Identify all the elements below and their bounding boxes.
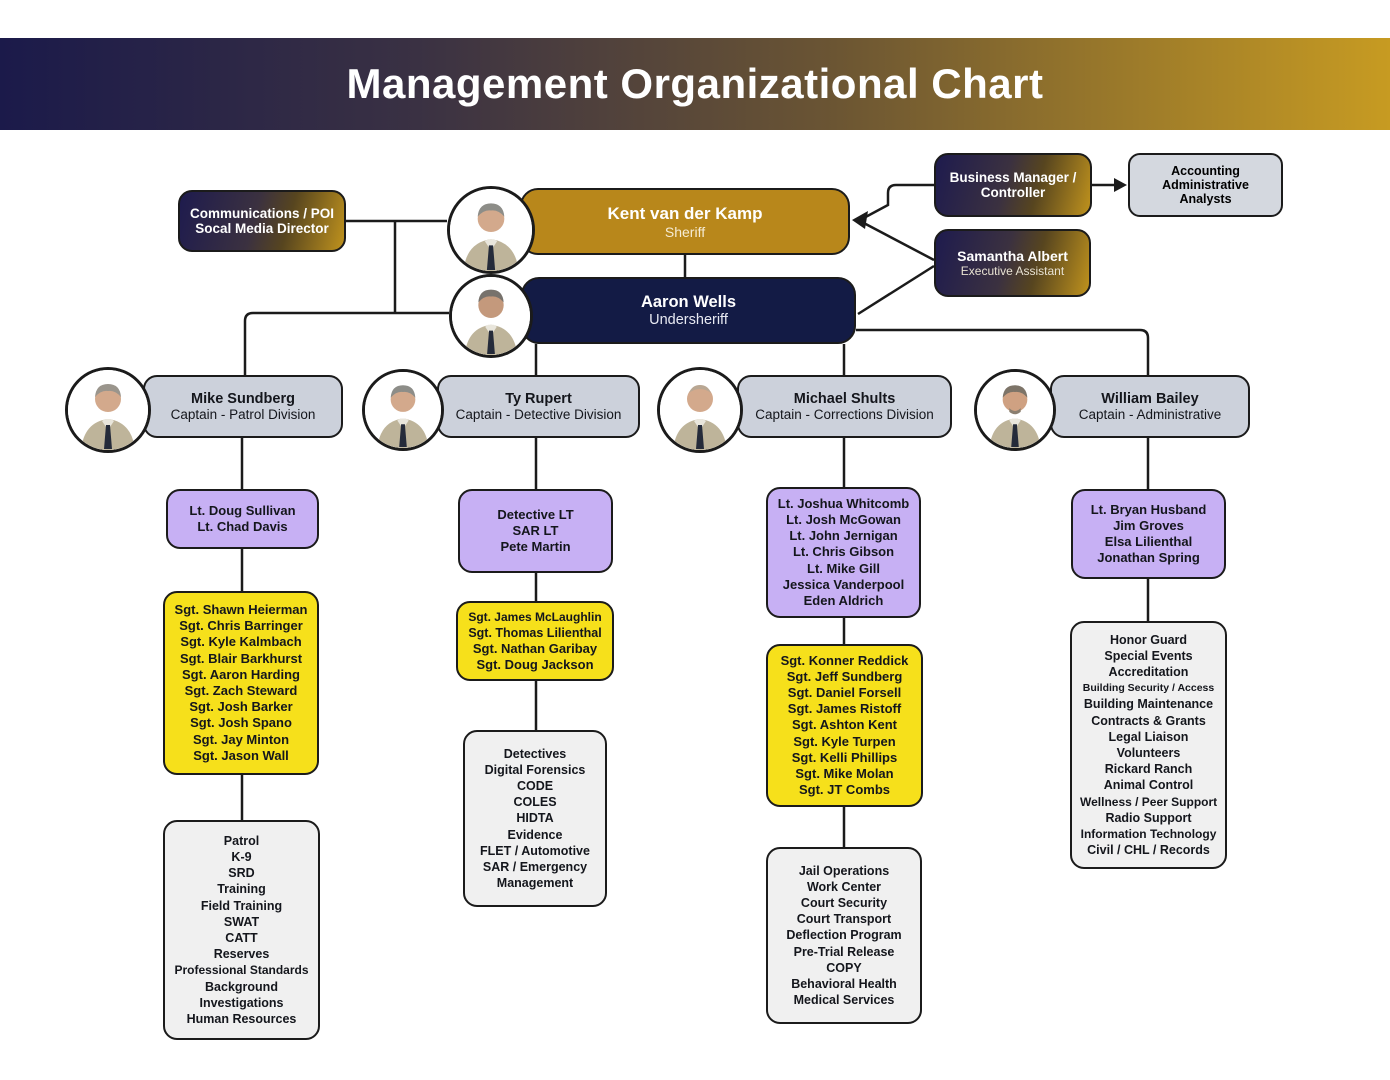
list-item: Medical Services (793, 993, 895, 1008)
list-item: Sgt. JT Combs (798, 782, 890, 798)
communications-line2: Socal Media Director (195, 221, 329, 236)
undersheriff-title: Undersheriff (649, 312, 728, 328)
list-item: Jim Groves (1113, 517, 1184, 533)
list-item: Lt. Josh McGowan (786, 511, 901, 527)
list-item: Detectives (503, 746, 567, 761)
captain-corrections-photo (657, 367, 743, 453)
list-item: SAR LT (512, 522, 559, 538)
list-item: Lt. Joshua Whitcomb (777, 495, 910, 511)
list-item: Court Security (800, 895, 888, 910)
list-item: Sgt. Jay Minton (192, 731, 290, 747)
list-item: Court Transport (796, 912, 892, 927)
list-item: Sgt. Jeff Sundberg (786, 668, 903, 684)
accounting-line1: Accounting (1171, 164, 1240, 178)
list-item: Special Events (1104, 648, 1193, 663)
undersheriff-photo (449, 274, 533, 358)
list-item: Reserves (213, 947, 270, 962)
sheriff-box (520, 188, 850, 255)
list-item: Accreditation (1108, 664, 1189, 679)
list-item: Sgt. Thomas Lilienthal (468, 625, 602, 640)
list-item: Sgt. Blair Barkhurst (179, 650, 303, 666)
list-item: SAR / Emergency Management (482, 860, 588, 891)
business-manager-box (934, 153, 1092, 217)
captain-administrative-title: Captain - Administrative (1078, 407, 1222, 422)
captain-administrative-box (1050, 375, 1250, 438)
list-item: HIDTA (516, 811, 554, 826)
list-item: Volunteers (1116, 746, 1181, 760)
list-item: Sgt. Mike Molan (795, 766, 894, 781)
list-item: COLES (513, 795, 557, 810)
list-item: Sgt. Kelli Phillips (791, 749, 898, 765)
detective-sergeants-box (456, 601, 614, 681)
list-item: CATT (225, 931, 258, 945)
list-item: Detective LT (497, 506, 574, 522)
list-item: Pre-Trial Release (793, 944, 895, 959)
list-item: Sgt. James McLaughlin (468, 609, 602, 624)
list-item: Legal Liaison (1108, 729, 1189, 744)
list-item: Eden Aldrich (803, 593, 884, 608)
executive-assistant-title: Executive Assistant (960, 264, 1065, 278)
sheriff-name: Kent van der Kamp (607, 203, 763, 223)
list-item: Deflection Program (786, 928, 902, 943)
list-item: K-9 (231, 849, 252, 864)
list-item: Field Training (200, 898, 283, 913)
list-item: Wellness / Peer Support (1080, 794, 1218, 809)
arrowhead-to-sheriff (852, 211, 868, 229)
corrections-lieutenants-box (766, 487, 921, 618)
corrections-sergeants-box (766, 644, 923, 807)
accounting-line2: Administrative Analysts (1162, 178, 1249, 206)
detective-units-box (463, 730, 607, 907)
list-item: Behavioral Health (791, 977, 897, 991)
list-item: Civil / CHL / Records (1087, 843, 1210, 858)
list-item: Sgt. Jason Wall (193, 747, 289, 763)
captain-detective-name: Ty Rupert (505, 391, 572, 407)
list-item: Human Resources (186, 1012, 297, 1027)
list-item: Sgt. Josh Barker (189, 699, 293, 715)
corrections-units-box (766, 847, 922, 1024)
undersheriff-name: Aaron Wells (640, 293, 737, 311)
captain-corrections-box (737, 375, 952, 438)
administrative-units-box (1070, 621, 1227, 869)
list-item: Building Maintenance (1083, 697, 1214, 712)
list-item: Rickard Ranch (1104, 762, 1193, 777)
patrol-sergeants-box (163, 591, 319, 775)
captain-detective-box (437, 375, 640, 438)
undersheriff-box (521, 277, 856, 344)
list-item: Information Technology (1080, 827, 1217, 842)
list-item: Pete Martin (500, 539, 571, 555)
list-item: Jonathan Spring (1097, 550, 1200, 566)
captain-patrol-photo (65, 367, 151, 453)
list-item: Elsa Lilienthal (1104, 534, 1193, 549)
list-item: Building Security / Access (1082, 682, 1215, 695)
list-item: Professional Standards (174, 963, 309, 978)
list-item: Sgt. Daniel Forsell (787, 684, 902, 700)
list-item: Sgt. Zach Steward (184, 683, 298, 698)
list-item: Animal Control (1103, 778, 1194, 793)
list-item: Sgt. Konner Reddick (780, 652, 909, 668)
list-item: SWAT (223, 914, 260, 929)
list-item: Investigations (199, 995, 284, 1010)
list-item: Sgt. Shawn Heierman (174, 601, 308, 617)
captain-corrections-name: Michael Shults (793, 391, 896, 407)
list-item: CODE (516, 778, 554, 793)
list-item: Sgt. Aaron Harding (182, 666, 300, 682)
communications-box (178, 190, 346, 252)
list-item: Lt. Doug Sullivan (189, 502, 296, 518)
list-item: Work Center (806, 879, 882, 894)
executive-assistant-name: Samantha Albert (957, 248, 1068, 264)
detective-lieutenants-box (458, 489, 613, 573)
accounting-box (1128, 153, 1283, 217)
sheriff-title: Sheriff (664, 223, 706, 240)
arrowhead-to-accounting (1114, 178, 1127, 192)
list-item: Sgt. Chris Barringer (179, 618, 303, 634)
sheriff-photo (447, 186, 535, 274)
captain-administrative-photo (974, 369, 1056, 451)
list-item: Sgt. Ashton Kent (792, 717, 897, 733)
list-item: Contracts & Grants (1091, 713, 1206, 728)
list-item: Digital Forensics (484, 762, 586, 777)
list-item: Lt. Chris Gibson (792, 544, 895, 560)
business-manager-line2: Controller (980, 185, 1046, 200)
list-item: Jail Operations (798, 863, 890, 878)
list-item: Sgt. James Ristoff (787, 701, 902, 717)
captain-patrol-name: Mike Sundberg (191, 391, 295, 407)
list-item: SRD (228, 866, 255, 881)
patrol-units-box (163, 820, 320, 1040)
list-item: Sgt. Nathan Garibay (472, 641, 598, 656)
captain-patrol-title: Captain - Patrol Division (170, 407, 316, 422)
administrative-lieutenants-box (1071, 489, 1226, 579)
captain-corrections-title: Captain - Corrections Division (755, 407, 934, 422)
list-item: Lt. Bryan Husband (1090, 501, 1207, 517)
business-manager-line1: Business Manager / (949, 170, 1077, 185)
title-banner (0, 38, 1390, 130)
captain-detective-title: Captain - Detective Division (455, 407, 622, 422)
executive-assistant-box (934, 229, 1091, 297)
list-item: Evidence (507, 827, 563, 842)
list-item: Training (217, 882, 266, 897)
list-item: Lt. Chad Davis (197, 519, 288, 534)
captain-detective-photo (362, 369, 444, 451)
list-item: Lt. John Jernigan (789, 528, 898, 544)
list-item: Sgt. Kyle Turpen (793, 733, 896, 749)
list-item: Sgt. Kyle Kalmbach (180, 634, 302, 650)
captain-administrative-name: William Bailey (1101, 391, 1199, 407)
patrol-lieutenants-box (166, 489, 319, 549)
communications-line1: Communications / POI (189, 206, 335, 221)
list-item: Sgt. Josh Spano (190, 715, 292, 731)
list-item: Background (205, 979, 278, 994)
list-item: Sgt. Doug Jackson (476, 657, 594, 673)
list-item: FLET / Automotive (480, 843, 590, 858)
list-item: Radio Support (1105, 810, 1192, 825)
page-title: Management Organizational Chart (346, 60, 1044, 107)
list-item: Jessica Vanderpool (782, 576, 905, 592)
list-item: COPY (826, 960, 862, 975)
list-item: Patrol (223, 833, 260, 848)
list-item: Honor Guard (1109, 632, 1188, 647)
list-item: Lt. Mike Gill (807, 560, 880, 576)
captain-patrol-box (143, 375, 343, 438)
